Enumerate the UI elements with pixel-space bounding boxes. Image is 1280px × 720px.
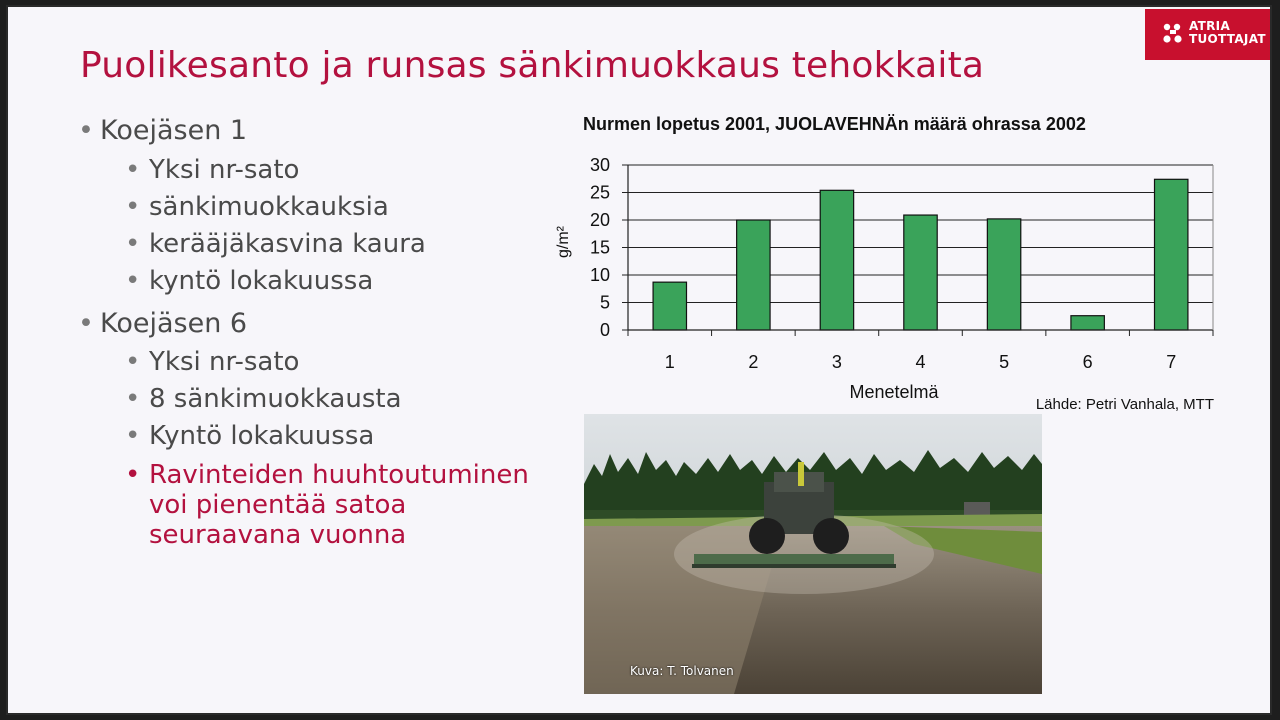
- chart-y-ticks: [590, 155, 610, 340]
- bullet-highlight: • Ravinteiden huuhtoutuminen voi pienentää satoa seuraavana vuonna: [125, 460, 529, 550]
- chart-y-tick-label: 20: [589, 210, 610, 230]
- bullet-item: • kyntö lokakuussa: [125, 266, 374, 296]
- chart-y-tick-label: 15: [589, 237, 610, 258]
- bullet-koejasen-1: • Koejäsen 1: [78, 115, 248, 146]
- chart-x-ticks: [665, 352, 1176, 372]
- chart-y-tick-label: 0: [599, 320, 610, 340]
- logo-text: [1189, 20, 1266, 46]
- bullet-item: • 8 sänkimuokkausta: [125, 384, 402, 414]
- bullet-item: • sänkimuokkauksia: [125, 192, 389, 222]
- chart-x-tick-label: 2: [748, 352, 759, 372]
- chart-x-tick-label: 6: [1082, 352, 1093, 372]
- chart-y-tick-label: 5: [599, 292, 610, 313]
- chart-source: Lähde: Petri Vanhala, MTT: [1035, 396, 1214, 413]
- chart-bar: [653, 282, 686, 330]
- chart-y-label: g/m²: [555, 226, 572, 258]
- chart-x-label: Menetelmä: [849, 382, 939, 402]
- bullet-heading: Koejäsen 6: [100, 308, 248, 339]
- logo-line1: ATRIA: [1189, 19, 1231, 33]
- slide: [6, 5, 1272, 715]
- bullet-item: • kerääjäkasvina kaura: [125, 229, 426, 259]
- tractor-field-image: [584, 414, 1042, 694]
- bullet-koejasen-6: • Koejäsen 6: [78, 308, 248, 339]
- logo-mark-icon: [1161, 21, 1185, 47]
- chart-bar: [1155, 179, 1188, 330]
- chart-bar: [1071, 316, 1104, 330]
- chart-x-tick-label: 1: [664, 352, 675, 372]
- bar-chart: [548, 107, 1248, 417]
- chart-y-tick-label: 10: [589, 265, 610, 285]
- chart-title: Nurmen lopetus 2001, JUOLAVEHNÄn määrä ohrassa 2002: [583, 114, 1086, 134]
- bullet-item: • Kyntö lokakuussa: [125, 421, 375, 451]
- chart-y-tick-label: 30: [589, 155, 610, 175]
- chart-bars: [653, 179, 1188, 330]
- bullet-heading: Koejäsen 1: [100, 115, 248, 146]
- chart-x-tick-label: 7: [1166, 352, 1177, 372]
- bullet-item: • Yksi nr-sato: [125, 155, 300, 185]
- atria-logo: [1145, 9, 1272, 60]
- chart-bar: [820, 190, 853, 330]
- bullet-item: • Yksi nr-sato: [125, 347, 300, 377]
- chart-y-tick-label: 25: [589, 182, 610, 203]
- chart-x-tick-label: 5: [999, 352, 1010, 372]
- chart-bar: [904, 215, 937, 330]
- chart-x-tick-label: 3: [831, 352, 842, 372]
- field-photo: [584, 414, 1042, 694]
- photo-caption: Kuva: T. Tolvanen: [630, 664, 734, 678]
- chart-x-tick-label: 4: [915, 352, 926, 372]
- chart-bar: [987, 219, 1020, 330]
- chart-bar: [737, 220, 770, 330]
- logo-line2: TUOTTAJAT: [1189, 32, 1266, 46]
- slide-title: Puolikesanto ja runsas sänkimuokkaus tehokkaita: [80, 45, 985, 86]
